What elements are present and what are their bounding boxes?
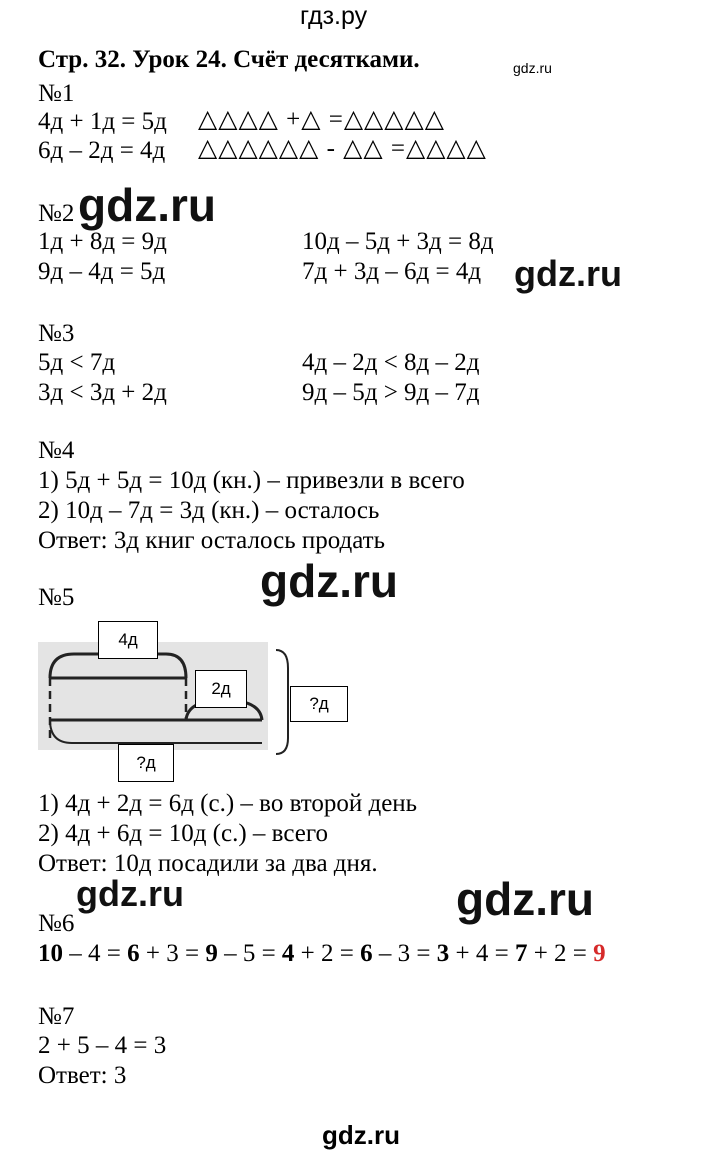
task2-right2: 7д + 3д – 6д = 4д	[302, 258, 482, 285]
watermark-task2: gdz.ru	[78, 179, 216, 231]
site-header: гдз.ру	[300, 2, 368, 30]
chain-part: – 4 =	[63, 940, 128, 967]
task4-step1: 1) 5д + 5д = 10д (кн.) – привезли в всего	[38, 467, 465, 494]
task1-eq1: 4д + 1д = 5д	[38, 108, 167, 135]
chain-part: 3	[436, 940, 450, 967]
footer-watermark: gdz.ru	[322, 1120, 400, 1150]
label-box-2d: 2д	[195, 670, 247, 708]
task4-step2: 2) 10д – 7д = 3д (кн.) – осталось	[38, 497, 380, 524]
task3-left2: 3д < 3д + 2д	[38, 379, 167, 406]
task6-label: №6	[38, 910, 75, 937]
task1-eq2: 6д – 2д = 4д	[38, 137, 166, 164]
watermark-center: gdz.ru	[260, 555, 398, 607]
task2-left2: 9д – 4д = 5д	[38, 258, 166, 285]
label-box-total: ?д	[290, 686, 348, 722]
task6-chain	[38, 940, 606, 968]
chain-part: 6	[127, 940, 140, 967]
task2-right1: 10д – 5д + 3д = 8д	[302, 228, 494, 255]
chain-part: + 2 =	[294, 940, 361, 967]
watermark-left: gdz.ru	[76, 873, 184, 914]
task5-diagram	[38, 618, 358, 788]
watermark-right: gdz.ru	[514, 253, 622, 294]
chain-result: 9	[593, 940, 606, 967]
task1-triangles1: △△△△ +△ =△△△△△	[198, 106, 445, 133]
task3-label: №3	[38, 320, 75, 347]
task1-label: №1	[38, 80, 75, 107]
task5-step1: 1) 4д + 2д = 6д (с.) – во второй день	[38, 790, 418, 817]
chain-part: + 2 =	[527, 940, 594, 967]
task3-left1: 5д < 7д	[38, 349, 116, 376]
chain-part: 7	[514, 940, 528, 967]
chain-part: 6	[360, 940, 373, 967]
label-box-4d: 4д	[98, 621, 158, 659]
task7-eq: 2 + 5 – 4 = 3	[38, 1032, 167, 1059]
task5-label: №5	[38, 584, 75, 611]
chain-part: – 3 =	[372, 940, 437, 967]
task4-label: №4	[38, 437, 75, 464]
watermark-right-large: gdz.ru	[456, 873, 594, 925]
chain-part: + 4 =	[449, 940, 515, 967]
task5-answer: Ответ: 10д посадили за два дня.	[38, 850, 378, 877]
page-title: Стр. 32. Урок 24. Счёт десятками.	[38, 46, 420, 73]
task2-left1: 1д + 8д = 9д	[38, 228, 167, 255]
task3-right2: 9д – 5д > 9д – 7д	[302, 379, 480, 406]
task1-triangles2: △△△△△△ - △△ =△△△△	[198, 135, 487, 162]
task7-label: №7	[38, 1003, 75, 1030]
task7-answer: Ответ: 3	[38, 1062, 127, 1089]
watermark-small: gdz.ru	[513, 60, 552, 76]
chain-part: – 5 =	[217, 940, 282, 967]
task3-right1: 4д – 2д < 8д – 2д	[302, 349, 480, 376]
task4-answer: Ответ: 3д книг осталось продать	[38, 527, 385, 554]
label-box-unknown: ?д	[118, 744, 174, 782]
chain-part: 10	[38, 940, 63, 967]
task5-step2: 2) 4д + 6д = 10д (с.) – всего	[38, 820, 328, 847]
chain-part: 4	[281, 940, 295, 967]
chain-part: 9	[205, 940, 218, 967]
task2-label: №2	[38, 200, 75, 227]
chain-part: + 3 =	[139, 940, 206, 967]
total-brace	[276, 650, 288, 754]
